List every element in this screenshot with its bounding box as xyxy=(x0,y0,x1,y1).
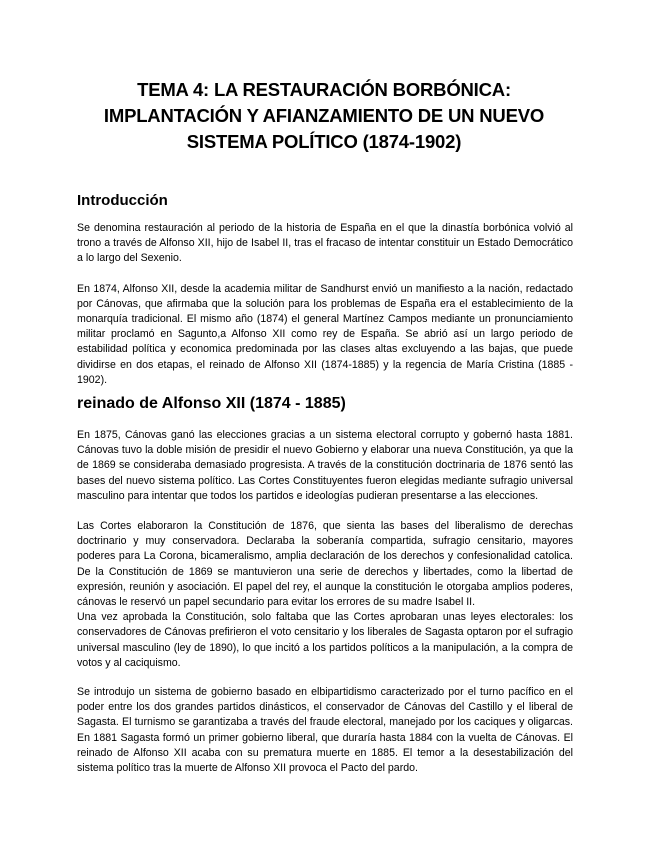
section-heading-reinado: reinado de Alfonso XII (1874 - 1885) xyxy=(77,395,346,413)
section-heading-introduccion: Introducción xyxy=(77,192,168,209)
reinado-paragraph: En 1875, Cánovas ganó las elecciones gracias a un sistema electoral corrupto y gobernó hasta 1881. Cánovas tuvo la doble misión de presidir el nuevo Gobierno y elaborar una nueva Constitución, ya que la de 1869 se consideraba demasiado progresista. A través de la constitución doctrinaria de 1876 sentó las bases del nuevo sistema político. Las Cortes Constituyentes fueron elegidas mediante sufragio universal masculino para intentar que todos los partidos e ideologías pudieran presentarse a las elecciones. xyxy=(77,429,573,502)
reinado-paragraph: Las Cortes elaboraron la Constitución de 1876, que sienta las bases del liberalismo de derechas doctrinario y muy conservadora. Declaraba la soberanía compartida, sufragio censitario, mayores poderes para La Corona, bicameralismo, amplia declaración de los derechos y confesionalidad catolica. De la Constitución de 1869 se mantuvieron una serie de derechos y libertades, como la libertad de expresión, reunión y asociación. El papel del rey, el aunque la constitución le otorgaba amplios poderes, cánovas le reservó un papel secundario para evitar los errores de su madre Isabel II. xyxy=(77,520,573,609)
document-title xyxy=(69,0,579,155)
intro-paragraph: En 1874, Alfonso XII, desde la academia militar de Sandhurst envió un manifiesto a la nación, redactado por Cánovas, que afirmaba que la solución para los problemas de España era el establecimiento de la monarquía tradicional. El mismo año (1874) el general Martínez Campos mediante un pronunciamiento militar proclamó en Sagunto,a Alfonso XII como rey de España. Se abrió así un largo periodo de estabilidad política y economica predominada por las clases altas excluyendo a las bajas, que puede dividirse en dos etapas, el reinado de Alfonso XII (1874-1885) y la regencia de María Cristina (1885 - 1902). xyxy=(77,282,573,386)
title-line: IMPLANTACIÓN Y AFIANZAMIENTO DE UN NUEVO xyxy=(103,105,545,126)
intro-paragraph: Se denomina restauración al periodo de la historia de España en el que la dinastía borbónica volvió al trono a través de Alfonso XII, hijo de Isabel II, tras el fracaso de intentar constituir un Estado Democrático a lo largo del Sexenio. xyxy=(77,222,573,265)
reinado-paragraph: Una vez aprobada la Constitución, solo faltaba que las Cortes aprobaran unas leyes electorales: los conservadores de Cánovas prefirieron el voto censitario y los liberales de Sagasta optaron por el sufragio universal masculino (ley de 1890), lo que incitó a los partidos políticos a la manipulación, a la compra de votos y al caciquismo. xyxy=(77,611,573,669)
reinado-paragraph: Se introdujo un sistema de gobierno basado en elbipartidismo caracterizado por el turno pacífico en el poder entre los dos grandes partidos dinásticos, el conservador de Cánovas del Castillo y el liberal de Sagasta. El turnismo se garantizaba a través del fraude electoral, manejado por los caciques y oligarcas. En 1881 Sagasta formó un primer gobierno liberal, que duraría hasta 1884 con la vuelta de Cánovas. El reinado de Alfonso XII acaba con su prematura muerte en 1885. El temor a la desestabilización del sistema político tras la muerte de Alfonso XII provoca el Pacto del pardo. xyxy=(77,686,573,775)
title-line: SISTEMA POLÍTICO (1874-1902) xyxy=(186,131,462,152)
title-line: TEMA 4: LA RESTAURACIÓN BORBÓNICA: xyxy=(137,79,511,100)
